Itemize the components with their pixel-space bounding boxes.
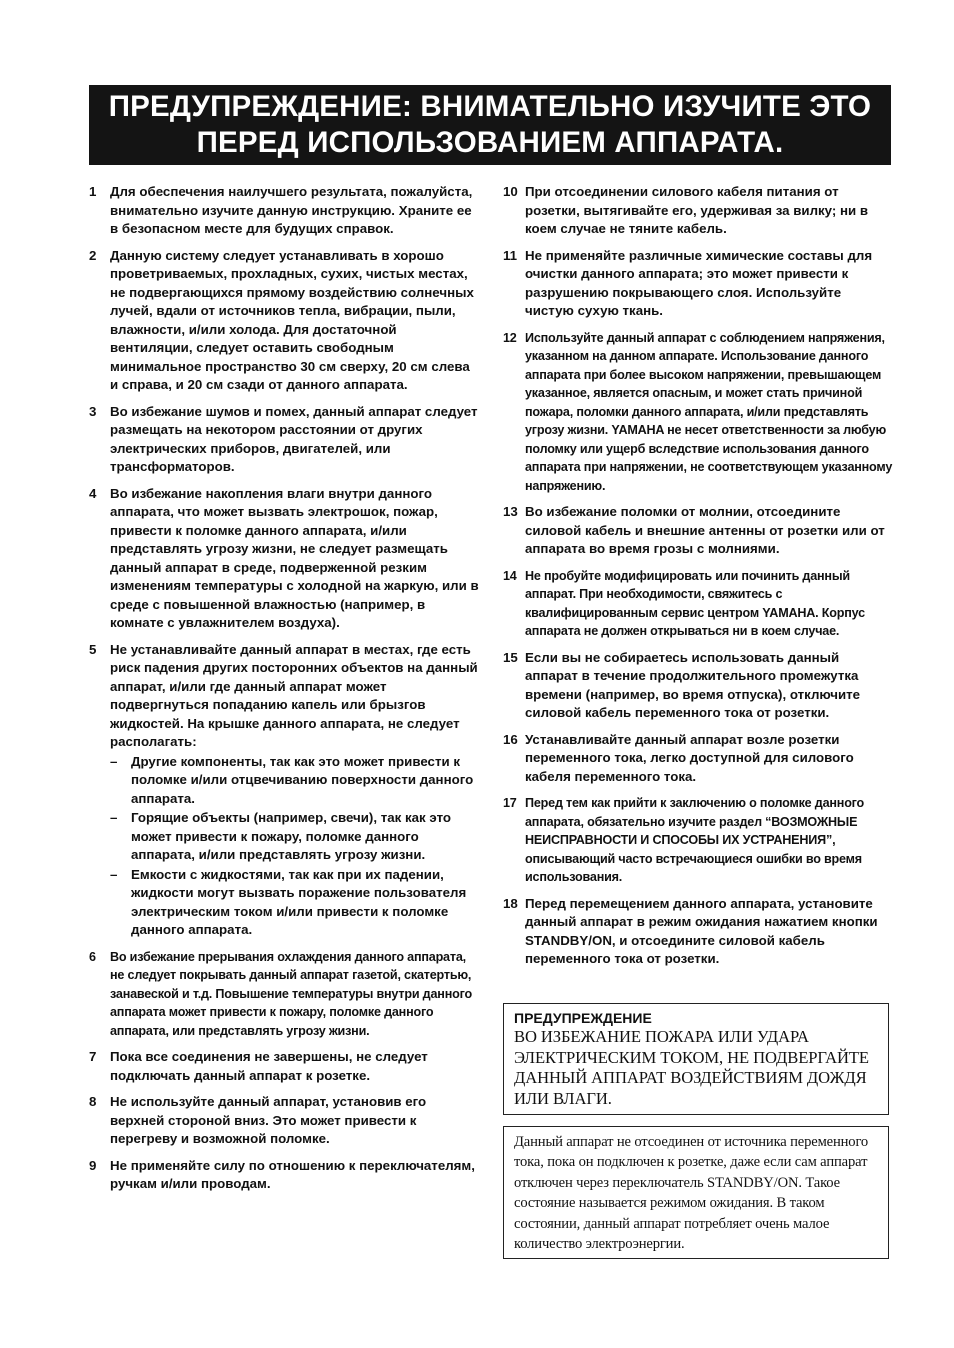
list-item-17 [503, 794, 893, 887]
list-item-8 [89, 1093, 481, 1149]
item-text: Перед перемещением данного аппарата, установите данный аппарат в режим ожидания нажатием кнопки STANDBY/ON, и отсоедините силовой кабель переменного тока от розетки. [525, 895, 878, 966]
item-text: Не устанавливайте данный аппарат в местах, где есть риск падения других посторонних объектов на данный аппарат, и/или где данный аппарат может подвергнуться попаданию капель или брызгов жидкостей. На крышке данного аппарата, не следует располагать: [110, 641, 478, 749]
sub-item-text: Горящие объекты (например, свечи), так как это может привести к пожару, поломке данного аппарата, и/или представлять угрозу жизни. [131, 810, 452, 862]
list-item-18 [503, 895, 893, 969]
item-number: 11 [503, 247, 518, 263]
item-text: Во избежание поломки от молнии, отсоедините силовой кабель и внешние антенны от розетки или от аппарата во время грозы с молниями. [525, 504, 885, 556]
list-item-13 [503, 503, 893, 559]
item-text: Пока все соединения не завершены, не следует подключать данный аппарат к розетке. [110, 1049, 428, 1083]
sub-item-dash: – [110, 866, 118, 882]
item-number: 5 [89, 641, 97, 657]
item-text: Не пробуйте модифицировать или починить данный аппарат. При необходимости, свяжитесь с квалифицированным сервис центром YAMAHA. Корпус аппарата не должен открываться ни в коем случае. [525, 568, 865, 638]
warning-box-text: ВО ИЗБЕЖАНИЕ ПОЖАРА ИЛИ УДАРА ЭЛЕКТРИЧЕСКИМ ТОКОМ, НЕ ПОДВЕРГАЙТЕ ДАННЫЙ АППАРАТ ВОЗДЕЙСТВИЯМ ДОЖДЯ ИЛИ ВЛАГИ. [514, 1027, 869, 1108]
warning-box-title: ПРЕДУПРЕЖДЕНИЕ [514, 1010, 652, 1026]
item-number: 2 [89, 247, 97, 263]
warning-banner [89, 85, 891, 165]
item-number: 9 [89, 1157, 97, 1173]
item-text: Если вы не собираетесь использовать данный аппарат в течение продолжительного промежутка времени (например, во время отпуска), отключите силовой кабель переменного тока от розетки. [525, 649, 861, 720]
warning-box [503, 1003, 889, 1115]
banner-title-line-2: ПЕРЕД ИСПОЛЬЗОВАНИЕМ АППАРАТА. [196, 126, 784, 159]
sub-item [110, 809, 481, 865]
list-item-4 [89, 485, 481, 633]
list-item-2 [89, 247, 481, 395]
sub-item [110, 753, 481, 809]
list-item-3 [89, 403, 481, 477]
item-text: Во избежание накопления влаги внутри данного аппарата, что может вызвать электрошок, пожар, привести к поломке данного аппарата, и/или представлять угрозу жизни, не следует размещать данный аппарат в среде, подверженной резким изменениям температуры с холодной на жаркую, или в среде с повышенной влажностью (например, в комнате с увлажнителем воздуха). [110, 485, 479, 630]
item-number: 10 [503, 184, 518, 199]
right-column [503, 183, 893, 977]
item-number: 13 [503, 504, 518, 519]
list-item-1 [89, 183, 481, 239]
list-item-12 [503, 329, 893, 496]
list-item-7 [89, 1048, 481, 1085]
banner-title-line-1: ПРЕДУПРЕЖДЕНИЕ: ВНИМАТЕЛЬНО ИЗУЧИТЕ ЭТО [108, 90, 872, 123]
item-number: 1 [89, 184, 97, 199]
item-number: 4 [89, 485, 97, 501]
item-number: 12 [503, 330, 517, 345]
sub-item [110, 866, 481, 940]
item-text: При отсоединении силового кабеля питания от розетки, вытягивайте его, удерживая за вилку; ни в коем случае не тяните кабель. [525, 184, 869, 236]
item-text: Перед тем как прийти к заключению о поломке данного аппарата, обязательно изучите раздел “ВОЗМОЖНЫЕ НЕИСПРАВНОСТИ И СПОСОБЫ ИХ УСТРАНЕНИЯ”, описывающий часто встречающиеся ошибки во время использования. [525, 796, 865, 884]
list-item-5 [89, 641, 481, 940]
list-item-16 [503, 731, 893, 787]
item-text: Для обеспечения наилучшего результата, пожалуйста, внимательно изучите данную инструкцию. Храните ее в безопасном месте для будущих справок. [110, 184, 473, 236]
list-item-9 [89, 1157, 481, 1194]
item-number: 16 [503, 731, 518, 747]
item-number: 17 [503, 796, 517, 810]
item-text: Не используйте данный аппарат, установив его верхней стороной вниз. Это может привести к перегреву и возможной поломке. [110, 1094, 427, 1146]
list-item-15 [503, 649, 893, 723]
list-item-6 [89, 948, 481, 1041]
left-column [89, 183, 481, 1202]
item-number: 18 [503, 895, 518, 911]
item-text: Устанавливайте данный аппарат возле розетки переменного тока, легко доступной для силового кабеля переменного тока. [525, 731, 854, 784]
item-number: 15 [503, 649, 518, 665]
item-text: Во избежание шумов и помех, данный аппарат следует размещать на некотором расстоянии от других электрических приборов, двигателей, или трансформаторов. [110, 403, 478, 474]
item-text: Во избежание прерывания охлаждения данного аппарата, не следует покрывать данный аппарат газетой, скатертью, занавеской и т.д. Повышение температуры внутри данного аппарата может привести к пожару, поломке данного аппарата, или представлять угрозу жизни. [110, 949, 472, 1038]
item-text: Данную систему следует устанавливать в хорошо проветриваемых, прохладных, сухих, чистых местах, не подвергающихся прямому воздействию солнечных лучей, вдали от источников тепла, вибрации, пыли, влажности, и/или холода. Для достаточной вентиляции, следует оставить свободным минимальное пространство 30 см сверху, 20 см слева и справа, и 20 см сзади от данного аппарата. [110, 247, 474, 392]
sub-item-text: Другие компоненты, так как это может привести к поломке и/или отцвечиванию поверхности данного аппарата. [131, 753, 474, 806]
item-text: Используйте данный аппарат с соблюдением напряжения, указанном на данном аппарате. Использование данного аппарата при более высоком напряжении, превышающем указанное, является опасным, и может стать причиной пожара, поломки данного аппарата, и/или представлять угрозу жизни. YAMAHA не несет ответственности за любую поломку или ущерб вследствие использования данного аппарата при напряжении, не соответствующем указанному напряжению. [525, 330, 893, 493]
item-number: 6 [89, 949, 96, 964]
item-text: Не применяйте силу по отношению к переключателям, ручкам и/или проводам. [110, 1157, 475, 1191]
list-item-14 [503, 567, 893, 641]
item-number: 7 [89, 1049, 97, 1064]
item-text: Не применяйте различные химические составы для очистки данного аппарата; это может привести к разрушению покрывающего слоя. Используйте чистую сухую ткань. [525, 247, 873, 318]
item-number: 3 [89, 403, 97, 419]
list-item-10 [503, 183, 893, 239]
item-number: 14 [503, 568, 517, 583]
sub-item-text: Емкости с жидкостями, так как при их падении, жидкости могут вызвать поражение пользователя электрическим током и/или привести к поломке данного аппарата. [131, 866, 467, 937]
list-item-11 [503, 247, 893, 321]
sub-item-dash: – [110, 810, 118, 825]
standby-note-text: Данный аппарат не отсоединен от источника переменного тока, пока он подключен к розетке, даже если сам аппарат отключен через переключатель STANDBY/ON. Такое состояние называется режимом ожидания. В таком состоянии, данный аппарат потребляет очень малое количество электроэнергии. [514, 1134, 869, 1253]
item-number: 8 [89, 1094, 97, 1109]
sub-item-dash: – [110, 753, 118, 769]
standby-note-box [503, 1126, 889, 1259]
